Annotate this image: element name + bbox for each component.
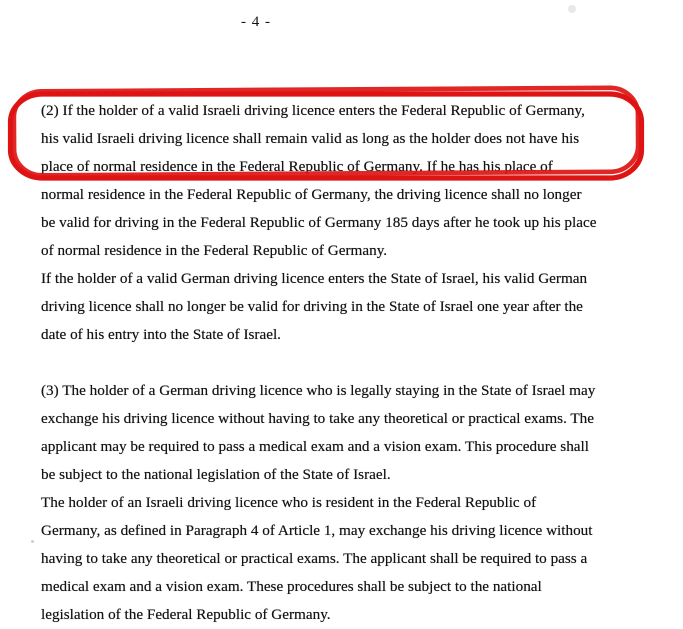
- document-body: [41, 97, 596, 629]
- paragraph-gap: [41, 349, 596, 377]
- text-line: having to take any theoretical or practical exams. The applicant shall be required to pass a: [41, 550, 588, 567]
- paragraph-2: [41, 97, 596, 349]
- page-number: - 4 -: [241, 14, 271, 30]
- text-line: normal residence in the Federal Republic of Germany, the driving licence shall no longer: [41, 186, 582, 203]
- text-line: driving licence shall no longer be valid for driving in the State of Israel one year after the: [41, 298, 583, 315]
- text-line: be subject to the national legislation of the State of Israel.: [41, 466, 391, 483]
- text-line: place of normal residence in the Federal Republic of Germany. If he has his place of: [41, 158, 553, 175]
- scan-artifact: [31, 540, 34, 543]
- text-line: (3) The holder of a German driving licence who is legally staying in the State of Israel may: [41, 382, 596, 399]
- text-line: If the holder of a valid German driving licence enters the State of Israel, his valid German: [41, 270, 588, 287]
- text-line: legislation of the Federal Republic of Germany.: [41, 606, 331, 623]
- text-line: Germany, as defined in Paragraph 4 of Article 1, may exchange his driving licence without: [41, 522, 593, 539]
- text-line: (2) If the holder of a valid Israeli driving licence enters the Federal Republic of Germany,: [41, 102, 585, 119]
- text-line: date of his entry into the State of Israel.: [41, 326, 281, 343]
- scan-artifact: [568, 5, 576, 13]
- text-line: The holder of an Israeli driving licence who is resident in the Federal Republic of: [41, 494, 537, 511]
- text-line: medical exam and a vision exam. These procedures shall be subject to the national: [41, 578, 542, 595]
- text-line: applicant may be required to pass a medical exam and a vision exam. This procedure shall: [41, 438, 589, 455]
- text-line: be valid for driving in the Federal Republic of Germany 185 days after he took up his place: [41, 214, 597, 231]
- text-line: of normal residence in the Federal Republic of Germany.: [41, 242, 388, 259]
- text-line: exchange his driving licence without having to take any theoretical or practical exams. The: [41, 410, 595, 427]
- text-line: his valid Israeli driving licence shall remain valid as long as the holder does not have his: [41, 130, 580, 147]
- paragraph-3: [41, 377, 596, 629]
